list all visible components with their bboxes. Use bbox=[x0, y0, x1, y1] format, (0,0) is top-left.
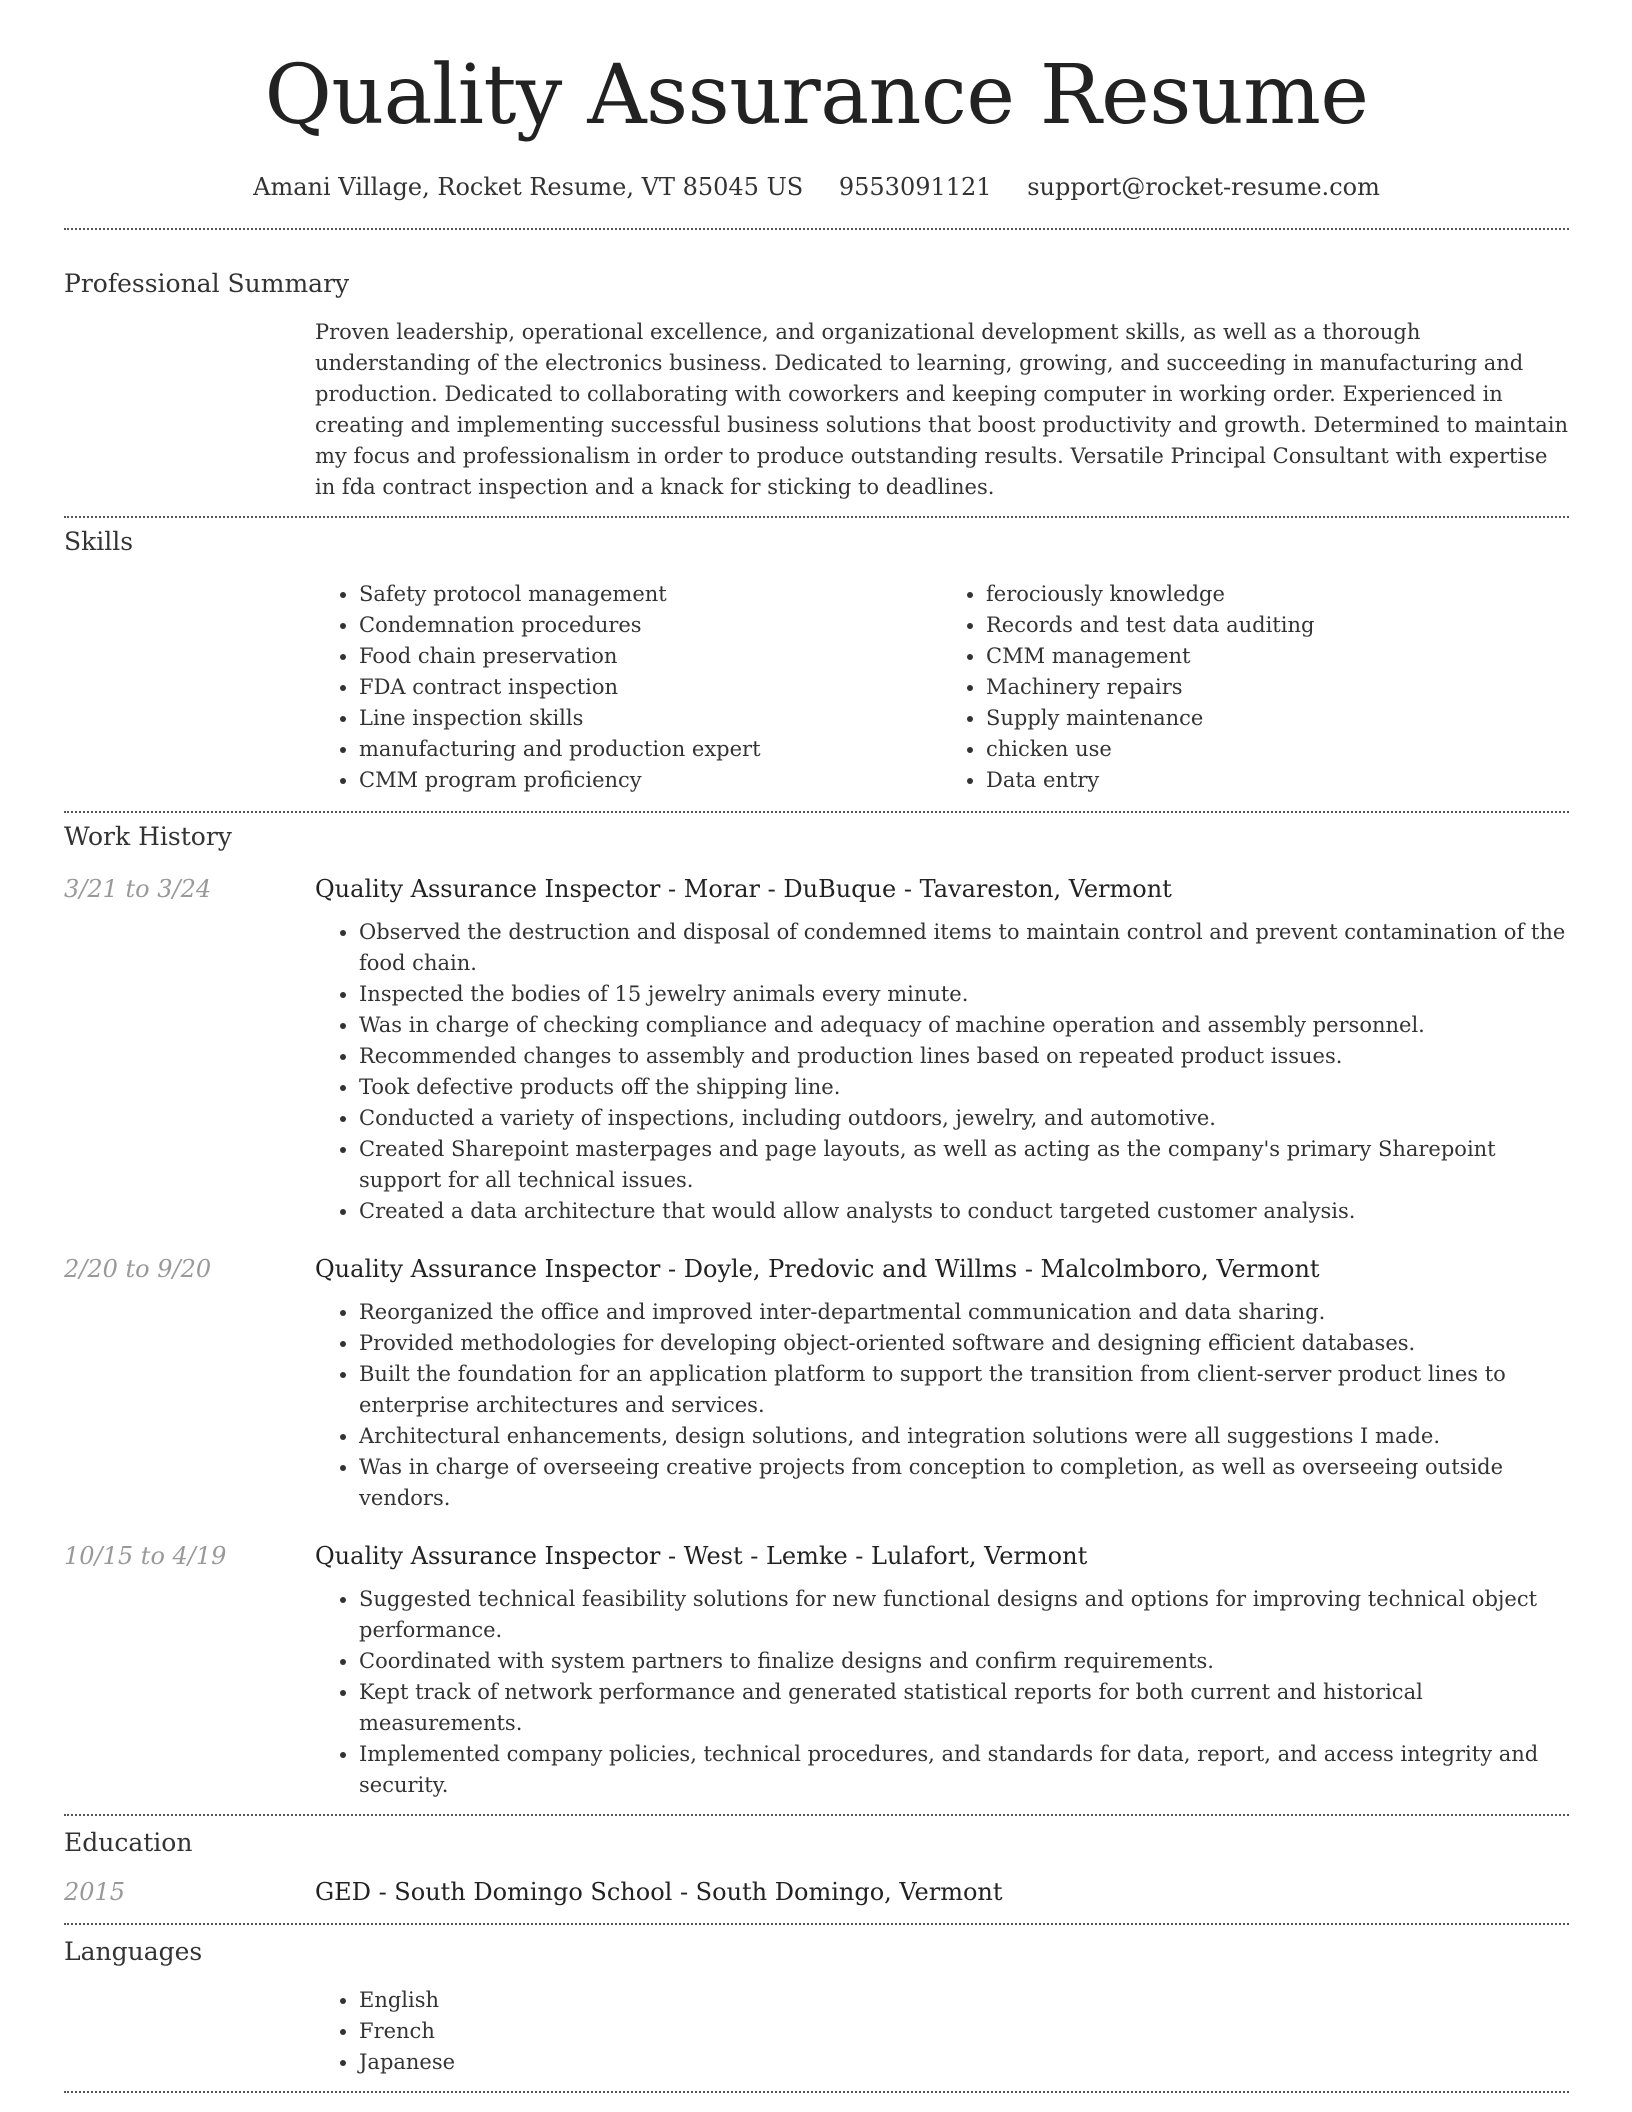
education-section bbox=[64, 1827, 1569, 1906]
education-entry bbox=[64, 1878, 1569, 1906]
skill-item: • FDA contract inspection bbox=[359, 672, 942, 703]
job-dates: 2/20 to 9/20 bbox=[64, 1255, 212, 1283]
resume-page bbox=[64, 0, 1569, 2093]
contact-line bbox=[64, 171, 1569, 203]
languages-heading: Languages bbox=[64, 1937, 203, 1966]
summary-section bbox=[64, 268, 1569, 503]
skill-item: • Machinery repairs bbox=[986, 672, 1569, 703]
job-bullet: • Provided methodologies for developing object-oriented software and designing efficient databases. bbox=[359, 1328, 1569, 1359]
page-title: Quality Assurance Resume bbox=[264, 48, 1369, 143]
job-entry bbox=[64, 1542, 1569, 1801]
skills-list bbox=[315, 579, 1569, 796]
work-heading: Work History bbox=[64, 822, 232, 851]
skill-item: • manufacturing and production expert bbox=[359, 734, 942, 765]
education-title: GED - South Domingo School - South Domingo, Vermont bbox=[315, 1878, 1003, 1906]
contact-phone: 9553091121 bbox=[838, 173, 992, 201]
job-bullet: • Was in charge of checking compliance and adequacy of machine operation and assembly personnel. bbox=[359, 1010, 1569, 1041]
work-section bbox=[64, 821, 1569, 1801]
skill-item: • ferociously knowledge bbox=[986, 579, 1569, 610]
divider bbox=[64, 811, 1569, 813]
job-title: Quality Assurance Inspector - Morar - DuBuque - Tavareston, Vermont bbox=[315, 875, 1172, 903]
summary-heading: Professional Summary bbox=[64, 269, 350, 298]
job-entry bbox=[64, 1255, 1569, 1514]
education-heading: Education bbox=[64, 1828, 193, 1857]
skill-item: • Data entry bbox=[986, 765, 1569, 796]
contact-address: Amani Village, Rocket Resume, VT 85045 US bbox=[253, 173, 804, 201]
job-bullet: • Architectural enhancements, design solutions, and integration solutions were all suggestions I made. bbox=[359, 1421, 1569, 1452]
skill-item: • CMM program proficiency bbox=[359, 765, 942, 796]
divider bbox=[64, 2091, 1569, 2093]
job-title: Quality Assurance Inspector - West - Lemke - Lulafort, Vermont bbox=[315, 1542, 1088, 1570]
job-bullet: • Built the foundation for an application platform to support the transition from client-server product lines to enterprise architectures and services. bbox=[359, 1359, 1569, 1421]
skills-column-left bbox=[315, 579, 942, 796]
job-bullet: • Recommended changes to assembly and production lines based on repeated product issues. bbox=[359, 1041, 1569, 1072]
job-bullet: • Suggested technical feasibility solutions for new functional designs and options for improving technical object performance. bbox=[359, 1584, 1569, 1646]
job-bullet: • Took defective products off the shipping line. bbox=[359, 1072, 1569, 1103]
divider bbox=[64, 1814, 1569, 1816]
languages-list bbox=[315, 1985, 1569, 2078]
job-bullets bbox=[315, 1297, 1569, 1514]
job-dates: 10/15 to 4/19 bbox=[64, 1542, 227, 1570]
job-entry bbox=[64, 875, 1569, 1227]
skill-item: • chicken use bbox=[986, 734, 1569, 765]
job-bullet: • Was in charge of overseeing creative projects from conception to completion, as well as overseeing outside vendors. bbox=[359, 1452, 1569, 1514]
job-header bbox=[64, 1255, 1569, 1283]
job-header bbox=[64, 875, 1569, 903]
skill-item: • Line inspection skills bbox=[359, 703, 942, 734]
language-item: • English bbox=[359, 1985, 1569, 2016]
job-title: Quality Assurance Inspector - Doyle, Predovic and Willms - Malcolmboro, Vermont bbox=[315, 1255, 1320, 1283]
job-bullet: • Conducted a variety of inspections, including outdoors, jewelry, and automotive. bbox=[359, 1103, 1569, 1134]
job-bullet: • Created a data architecture that would allow analysts to conduct targeted customer analysis. bbox=[359, 1196, 1569, 1227]
divider bbox=[64, 228, 1569, 230]
language-item: • French bbox=[359, 2016, 1569, 2047]
skill-item: • CMM management bbox=[986, 641, 1569, 672]
summary-text: Proven leadership, operational excellence, and organizational development skills, as well as a thorough understanding of the electronics business. Dedicated to learning, growing, and succeeding in manufacturing and production. Dedicated to collaborating with coworkers and keeping computer in working order. Experienced in creating and implementing successful business solutions that boost productivity and growth. Determined to maintain my focus and professionalism in order to produce outstanding results. Versatile Principal Consultant with expertise in fda contract inspection and a knack for sticking to deadlines. bbox=[315, 320, 1569, 499]
divider bbox=[64, 1923, 1569, 1925]
language-item: • Japanese bbox=[359, 2047, 1569, 2078]
skills-section bbox=[64, 526, 1569, 796]
contact-email: support@rocket-resume.com bbox=[1027, 173, 1380, 201]
job-bullet: • Reorganized the office and improved inter-departmental communication and data sharing. bbox=[359, 1297, 1569, 1328]
job-dates: 3/21 to 3/24 bbox=[64, 875, 212, 903]
job-bullets bbox=[315, 1584, 1569, 1801]
education-year: 2015 bbox=[64, 1878, 126, 1906]
skill-item: • Food chain preservation bbox=[359, 641, 942, 672]
skills-column-right bbox=[942, 579, 1569, 796]
divider bbox=[64, 516, 1569, 518]
job-bullet: • Kept track of network performance and generated statistical reports for both current and historical measurements. bbox=[359, 1677, 1569, 1739]
skill-item: • Safety protocol management bbox=[359, 579, 942, 610]
job-bullet: • Inspected the bodies of 15 jewelry animals every minute. bbox=[359, 979, 1569, 1010]
job-bullet: • Coordinated with system partners to finalize designs and confirm requirements. bbox=[359, 1646, 1569, 1677]
languages-section bbox=[64, 1936, 1569, 2078]
skill-item: • Supply maintenance bbox=[986, 703, 1569, 734]
skill-item: • Records and test data auditing bbox=[986, 610, 1569, 641]
skill-item: • Condemnation procedures bbox=[359, 610, 942, 641]
job-bullet: • Implemented company policies, technical procedures, and standards for data, report, and access integrity and security. bbox=[359, 1739, 1569, 1801]
job-bullets bbox=[315, 917, 1569, 1227]
job-bullet: • Observed the destruction and disposal of condemned items to maintain control and prevent contamination of the food chain. bbox=[359, 917, 1569, 979]
job-bullet: • Created Sharepoint masterpages and page layouts, as well as acting as the company's primary Sharepoint support for all technical issues. bbox=[359, 1134, 1569, 1196]
job-header bbox=[64, 1542, 1569, 1570]
skills-heading: Skills bbox=[64, 527, 134, 556]
